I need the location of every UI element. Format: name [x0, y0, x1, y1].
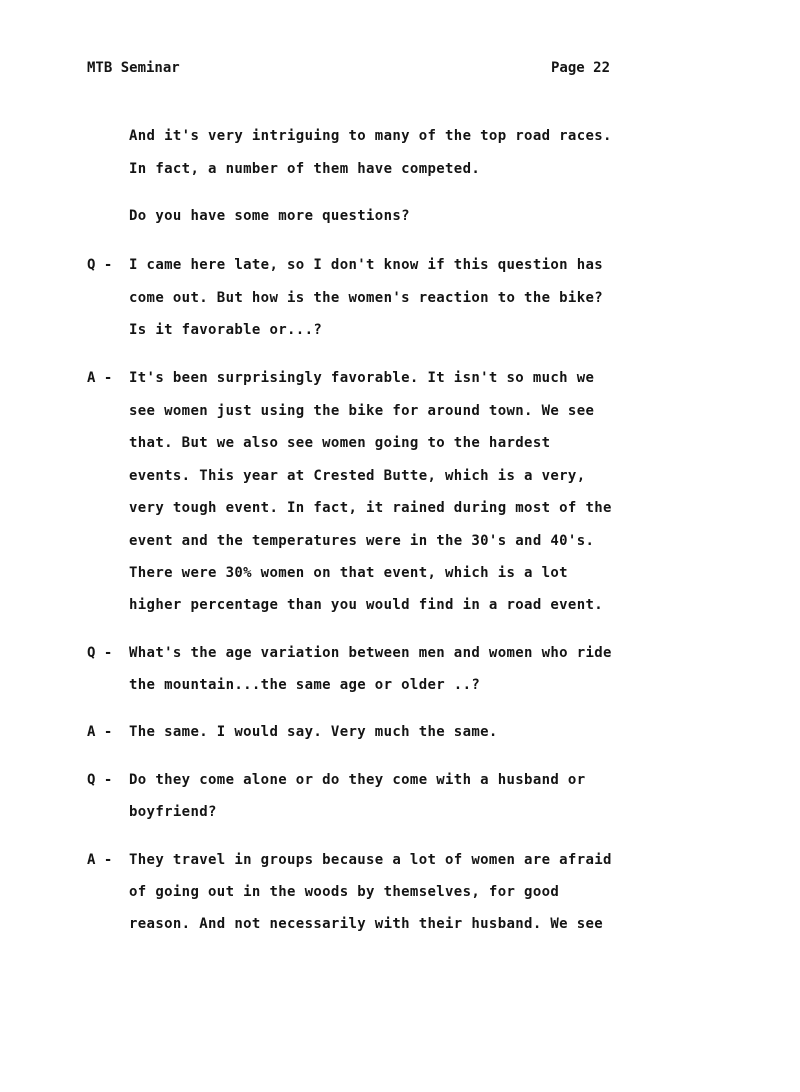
text-line: Do they come alone or do they come with a husband or: [129, 772, 586, 788]
text-line: that. But we also see women going to the hardest: [129, 435, 551, 451]
text-line: And it's very intriguing to many of the top road races.: [129, 128, 612, 144]
text-line: reason. And not necessarily with their husband. We see: [129, 916, 604, 932]
text-line: They travel in groups because a lot of women are afraid: [129, 852, 612, 868]
text-line: boyfriend?: [129, 804, 217, 820]
text-line: come out. But how is the women's reaction to the bike?: [129, 290, 604, 306]
text-line: higher percentage than you would find in a road event.: [129, 597, 604, 613]
speaker-marker: Q -: [87, 257, 113, 273]
page-number: Page 22: [551, 60, 611, 76]
speaker-marker: Q -: [87, 645, 113, 661]
speaker-marker: A -: [87, 852, 113, 868]
speaker-marker: Q -: [87, 772, 113, 788]
text-line: There were 30% women on that event, which is a lot: [129, 565, 568, 581]
text-line: The same. I would say. Very much the same.: [129, 724, 498, 740]
text-line: What's the age variation between men and women who ride: [129, 645, 612, 661]
text-line: very tough event. In fact, it rained during most of the: [129, 500, 612, 516]
text-line: see women just using the bike for around town. We see: [129, 403, 595, 419]
text-line: the mountain...the same age or older ..?: [129, 677, 481, 693]
speaker-marker: A -: [87, 370, 113, 386]
header-title: MTB Seminar: [87, 60, 180, 76]
text-line: It's been surprisingly favorable. It isn't so much we: [129, 370, 595, 386]
text-line: of going out in the woods by themselves, for good: [129, 884, 560, 900]
text-line: Is it favorable or...?: [129, 322, 323, 338]
text-line: Do you have some more questions?: [129, 208, 410, 224]
text-line: events. This year at Crested Butte, which is a very,: [129, 468, 586, 484]
text-line: In fact, a number of them have competed.: [129, 161, 481, 177]
text-line: I came here late, so I don't know if this question has: [129, 257, 604, 273]
text-line: event and the temperatures were in the 30's and 40's.: [129, 533, 595, 549]
speaker-marker: A -: [87, 724, 113, 740]
